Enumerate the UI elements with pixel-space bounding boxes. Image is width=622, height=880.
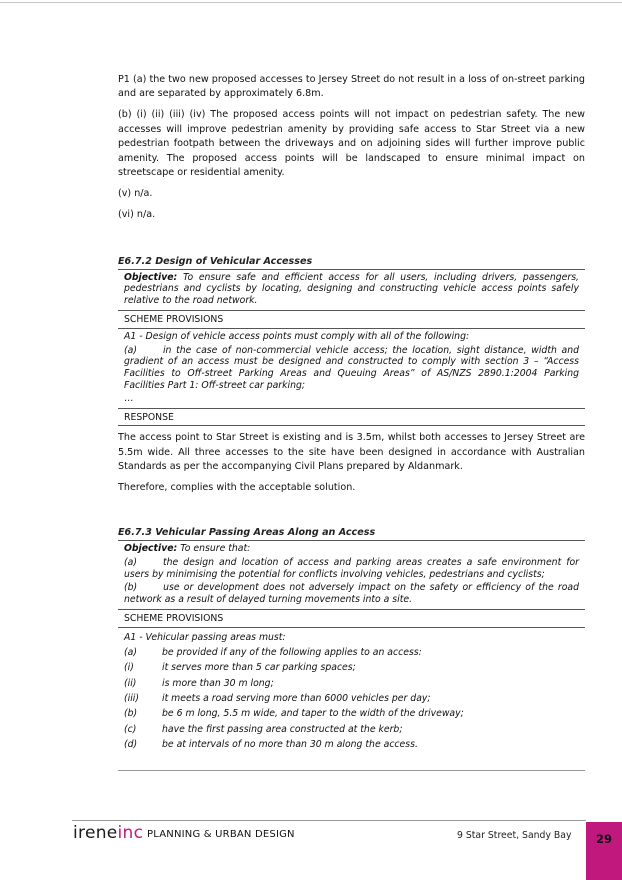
section1-objective xyxy=(118,270,585,311)
section1-scheme-provisions: SCHEME PROVISIONS xyxy=(118,311,585,329)
item-key: (c) xyxy=(124,723,137,735)
intro-p1: P1 (a) the two new proposed accesses to Jersey Street do not result in a loss of on-street parking and are separated by approximately 6.8m. xyxy=(118,74,585,100)
section2-heading: E6.7.3 Vehicular Passing Areas Along an Access xyxy=(118,527,376,539)
objective-label: Objective: xyxy=(124,543,178,555)
item-key: (a) xyxy=(124,556,137,568)
item-key: (d) xyxy=(124,738,138,750)
objective-label: Objective: xyxy=(124,271,178,283)
section1-table xyxy=(118,269,585,427)
intro-p2: (b) (i) (ii) (iii) (iv) The proposed access points will not impact on pedestrian safety. The new accesses will improve pedestrian amenity by providing safe access to Star Street via a new pedestrian footpath between the driveways and on adjoining sides will further improve public amenity. The proposed access points will be landscaped to ensure minimal impact on streetscape or residential amenity. xyxy=(118,109,585,178)
item-text: be at intervals of no more than 30 m along the access. xyxy=(162,738,418,750)
provision-item xyxy=(124,739,579,751)
section2-scheme-provisions: SCHEME PROVISIONS xyxy=(118,610,585,628)
page-number: 29 xyxy=(595,832,612,846)
item-text: have the first passing area constructed at the kerb; xyxy=(162,723,403,735)
section1-provisions-body xyxy=(118,329,585,409)
provision-item xyxy=(124,662,579,674)
objective-text: To ensure that: xyxy=(177,543,251,555)
item-key: (ii) xyxy=(124,677,137,689)
item-key: (iii) xyxy=(124,693,140,705)
item-key: (b) xyxy=(124,582,138,594)
footer-address: 9 Star Street, Sandy Bay xyxy=(457,830,572,841)
footer-rule xyxy=(72,820,586,821)
section2-objective xyxy=(118,541,585,610)
intro-p3: (v) n/a. xyxy=(118,187,153,199)
provision-item xyxy=(124,693,579,705)
section1-ellipsis: … xyxy=(124,392,134,404)
item-key: (i) xyxy=(124,662,134,674)
provision-item xyxy=(124,708,579,720)
brand-irene: irene xyxy=(73,823,118,843)
top-rule xyxy=(0,2,622,3)
objective-text: To ensure safe and efficient access for all users, including drivers, passengers, pedestrians and cyclists by locating, designing and constructing vehicle access points safely relative to the road network. xyxy=(124,271,579,307)
section2-end-rule xyxy=(118,770,585,771)
item-text: is more than 30 m long; xyxy=(162,677,274,689)
section2-table xyxy=(118,540,585,757)
intro-p4: (vi) n/a. xyxy=(118,208,156,220)
item-text: be 6 m long, 5.5 m wide, and taper to the width of the driveway; xyxy=(162,708,464,720)
brand-inc: inc xyxy=(117,823,144,843)
item-key: (a) xyxy=(124,344,137,356)
provision-item xyxy=(124,647,579,659)
provision-item xyxy=(124,678,579,690)
item-text: use or development does not adversely impact on the safety or efficiency of the road network as a result of delayed turning movements into a site. xyxy=(124,582,579,606)
section2-provisions-body xyxy=(118,628,585,757)
section1-response-p2: Therefore, complies with the acceptable solution. xyxy=(118,482,356,494)
item-text: be provided if any of the following applies to an access: xyxy=(162,647,422,659)
section1-response-label: RESPONSE xyxy=(118,409,585,427)
item-key: (a) xyxy=(124,647,137,659)
page-content xyxy=(118,73,585,771)
item-text: it meets a road serving more than 6000 vehicles per day; xyxy=(162,693,431,705)
section1-a1: A1 - Design of vehicle access points must comply with all of the following: xyxy=(124,330,470,342)
item-text: the design and location of access and parking areas creates a safe environment for users by minimising the potential for conflicts involving vehicles, pedestrians and cyclists; xyxy=(124,556,579,580)
section2-a1: A1 - Vehicular passing areas must: xyxy=(124,631,286,643)
section1-response-p1: The access point to Star Street is existing and is 3.5m, whilst both accesses to Jersey Street are 5.5m wide. All three accesses to the site have been designed in accordance with Australian Standards as per the accompanying Civil Plans prepared by Aldanmark. xyxy=(118,432,585,473)
brand-tagline: PLANNING & URBAN DESIGN xyxy=(147,829,295,840)
item-text: it serves more than 5 car parking spaces; xyxy=(162,662,356,674)
item-text: in the case of non-commercial vehicle access; the location, sight distance, width and gradient of an access must be designed and constructed to comply with section 3 – “Access Facilities to Off-street Parking Areas and Queuing Areas” of AS/NZS 2890.1:2004 Parking Facilities Part 1: Off-street car parking; xyxy=(124,344,579,392)
section1-heading: E6.7.2 Design of Vehicular Accesses xyxy=(118,255,313,267)
section2-obj-b xyxy=(124,582,579,606)
page-number-box xyxy=(586,822,622,880)
section1-item-a xyxy=(124,345,579,392)
item-key: (b) xyxy=(124,708,138,720)
section2-obj-a xyxy=(124,557,579,581)
provision-item xyxy=(124,724,579,736)
section2-item-list xyxy=(124,647,579,751)
brand-logo xyxy=(73,823,143,843)
